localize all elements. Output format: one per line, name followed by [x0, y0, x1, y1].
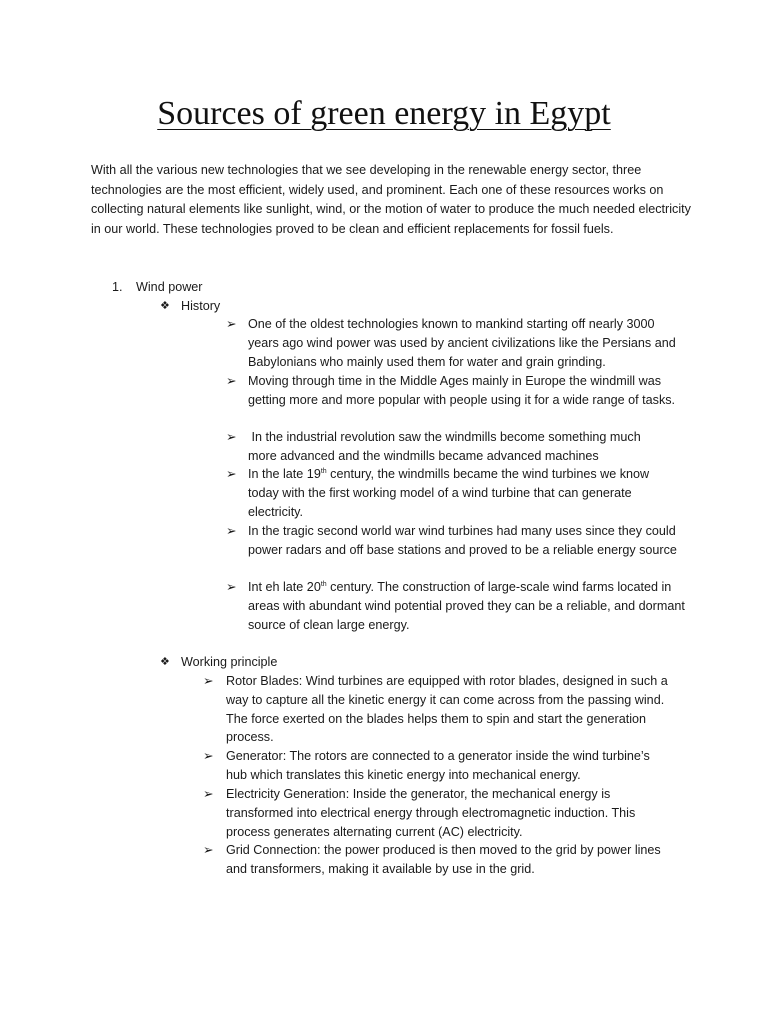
arrow-bullet-icon: ➢ — [226, 580, 237, 594]
history-bullet-5: In the tragic second world war wind turbines had many uses since they could power radars and off base stations and proved to be a reliable energy source — [248, 524, 677, 557]
history-bullet-2: Moving through time in the Middle Ages mainly in Europe the windmill was getting more and more popular with people using it for a wide range of tasks. — [248, 374, 676, 407]
page-title-text: Sources of green energy in Egypt — [157, 95, 611, 132]
history-heading: History — [181, 299, 221, 313]
arrow-bullet-icon: ➢ — [226, 524, 237, 538]
history-bullet-6-post: century. The construction of large-scale wind farms located in areas with abundant wind potential proved they can be a reliable, and dormant source of clean large energy. — [248, 580, 685, 632]
history-bullet-3: In the industrial revolution saw the windmills become something much more advanced and the windmills became advanced machines — [248, 430, 645, 463]
arrow-bullet-icon: ➢ — [226, 317, 237, 331]
history-bullet-4-post: century, the windmills became the wind turbines we know today with the first working model of a wind turbine that can generate electricity. — [248, 467, 650, 519]
history-bullet-6-sup: th — [320, 580, 327, 588]
working-heading: Working principle — [181, 655, 278, 669]
arrow-bullet-icon: ➢ — [203, 787, 214, 801]
history-bullet-4-sup: th — [320, 467, 327, 475]
arrow-bullet-icon: ➢ — [203, 749, 214, 763]
working-bullet-3: Electricity Generation: Inside the generator, the mechanical energy is transformed into electrical energy through electromagnetic induction. This process generates alternating current (AC) electricity. — [226, 787, 636, 839]
arrow-bullet-icon: ➢ — [203, 843, 214, 857]
history-diamond-icon: ❖ — [160, 300, 170, 312]
history-bullet-4 — [248, 465, 668, 521]
working-diamond-icon: ❖ — [160, 656, 170, 668]
history-bullet-1: One of the oldest technologies known to mankind starting off nearly 3000 years ago wind power was used by ancient civilizations like the Persians and Babylonians who mainly used them for water and grain grinding. — [248, 317, 676, 369]
intro-paragraph: With all the various new technologies that we see developing in the renewable energy sector, three technologies are the most efficient, widely used, and prominent. Each one of these resources works on collecting natural elements like sunlight, wind, or the motion of water to produce the much needed electricity in our world. These technologies proved to be clean and efficient replacements for fossil fuels. — [91, 163, 691, 236]
working-bullet-4: Grid Connection: the power produced is then moved to the grid by power lines and transformers, making it available by use in the grid. — [226, 843, 661, 876]
section-number: 1. — [112, 280, 123, 294]
section-heading: Wind power — [136, 280, 203, 294]
history-bullet-4-pre: In the late 19 — [248, 467, 321, 481]
arrow-bullet-icon: ➢ — [226, 374, 237, 388]
history-bullet-6 — [248, 578, 686, 634]
arrow-bullet-icon: ➢ — [226, 430, 237, 444]
arrow-bullet-icon: ➢ — [226, 467, 237, 481]
history-bullet-6-pre: Int eh late 20 — [248, 580, 321, 594]
page-title — [0, 94, 768, 134]
arrow-bullet-icon: ➢ — [203, 674, 214, 688]
working-bullet-1: Rotor Blades: Wind turbines are equipped with rotor blades, designed in such a way to capture all the kinetic energy it can come across from the passing wind. The force exerted on the blades helps them to spin and start the generation process. — [226, 674, 668, 745]
working-bullet-2: Generator: The rotors are connected to a generator inside the wind turbine’s hub which translates this kinetic energy into mechanical energy. — [226, 749, 650, 782]
